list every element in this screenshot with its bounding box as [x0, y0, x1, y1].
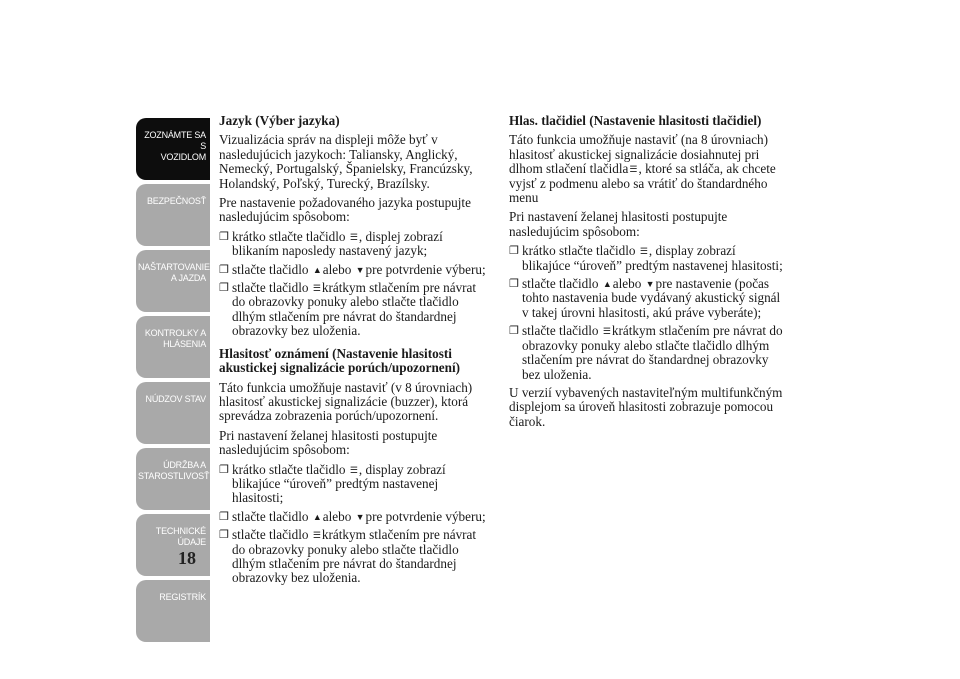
- checkbox-icon: ❐: [509, 325, 519, 338]
- menu-button-icon: ☰: [629, 164, 638, 175]
- list-item: ❐ stlačte tlačidlo ▲alebo ▼pre potvrdenie výberu;: [219, 508, 486, 524]
- list-item: ❐ stlačte tlačidlo ☰krátkym stlačením pre návrat do obrazovky ponuky alebo stlačte tlačidlo dlhým stlačením pre návrat do štandardnej obrazovky bez uloženia.: [219, 527, 477, 586]
- paragraph: Pre nastavenie požadovaného jazyka postupujte nasledujúcim spôsobom:: [219, 195, 471, 225]
- tab-zoznamte-sa[interactable]: ZOZNÁMTE SA S VOZIDLOM: [136, 118, 210, 180]
- right-column: [509, 114, 783, 434]
- checkbox-icon: ❐: [219, 529, 229, 542]
- list-item: ❐ krátko stlačte tlačidlo ☰, display zobrazí blikajúce “úroveň” predtým nastavenej hlasitosti;: [509, 243, 783, 273]
- paragraph: U verzií vybavených nastaviteľným multifunkčným displejom sa úroveň hlasitosti zobrazuje pomocou čiarok.: [509, 384, 783, 429]
- menu-button-icon: ☰: [349, 464, 358, 475]
- tab-kontrolky[interactable]: KONTROLKY A HLÁSENIA: [136, 316, 210, 378]
- list-item: ❐ stlačte tlačidlo ☰krátkym stlačením pre návrat do obrazovky ponuky alebo stlačte tlačidlo dlhým stlačením pre návrat do štandardnej obrazovky bez uloženia.: [509, 323, 783, 382]
- down-button-icon: ▼: [355, 264, 365, 275]
- paragraph: Vizualizácia správ na displeji môže byť v nasledujúcich jazykoch: Taliansky, Anglický, Nemecký, Portugalský, Španielsky, Francúzsky, Holandský, Poľský, Turecký, Brazílsky.: [219, 132, 473, 191]
- checkbox-icon: ❐: [219, 510, 229, 523]
- up-button-icon: ▲: [602, 279, 612, 290]
- section-heading-language: Jazyk (Výber jazyka): [219, 113, 340, 128]
- checkbox-icon: ❐: [219, 282, 229, 295]
- list-item: ❐ krátko stlačte tlačidlo ☰, displej zobrazí blikaním naposledy nastavený jazyk;: [219, 228, 443, 259]
- section-heading-warning-volume: Hlasitosť oznámení (Nastavenie hlasitosti akustickej signalizácie porúch/upozornení): [219, 345, 461, 376]
- left-column: [219, 114, 491, 590]
- chapter-tabs: [136, 118, 210, 646]
- paragraph: Táto funkcia umožňuje nastaviť (v 8 úrovniach) hlasitosť akustickej signalizácie (buzzer), ktorá sprevádza zobrazenia porúch/upozornení.: [219, 379, 473, 424]
- menu-button-icon: ☰: [312, 283, 321, 294]
- paragraph: Pri nastavení želanej hlasitosti postupujte nasledujúcim spôsobom:: [219, 427, 438, 458]
- tab-udrzba[interactable]: ÚDRŽBA A STAROSTLIVOSŤ: [136, 448, 210, 510]
- checkbox-icon: ❐: [219, 263, 229, 276]
- up-button-icon: ▲: [312, 264, 322, 275]
- menu-button-icon: ☰: [312, 530, 321, 541]
- menu-button-icon: ☰: [639, 246, 648, 257]
- tab-nastartovanie[interactable]: NAŠTARTOVANIE A JAZDA: [136, 250, 210, 312]
- paragraph: Pri nastavení želanej hlasitosti postupujte nasledujúcim spôsobom:: [509, 209, 728, 239]
- section-heading-button-volume: Hlas. tlačidiel (Nastavenie hlasitosti tlačidiel): [509, 113, 762, 128]
- page-number: 18: [178, 548, 196, 568]
- menu-button-icon: ☰: [602, 326, 611, 337]
- down-button-icon: ▼: [645, 279, 655, 290]
- down-button-icon: ▼: [355, 511, 365, 522]
- checkbox-icon: ❐: [509, 245, 519, 258]
- checkbox-icon: ❐: [509, 278, 519, 291]
- tab-bezpecnost[interactable]: BEZPEČNOSŤ: [136, 184, 210, 246]
- menu-button-icon: ☰: [349, 231, 358, 242]
- list-item: ❐ stlačte tlačidlo ▲alebo ▼pre potvrdenie výberu;: [219, 261, 486, 277]
- list-item: ❐ stlačte tlačidlo ▲alebo ▼pre nastavenie (počas tohto nastavenia bude vydávaný akustický signál v takej úrovni hlasitosti, akú práve vyberáte);: [509, 276, 781, 320]
- paragraph: Táto funkcia umožňuje nastaviť (na 8 úrovniach) hlasitosť akustickej signalizácie dosiahnutej pri dlhom stlačení tlačidla☰, ktoré sa stláča, ak chcete vyjsť z podmenu alebo sa vrátiť do štandardného menu: [509, 132, 776, 206]
- checkbox-icon: ❐: [219, 230, 229, 243]
- list-item: ❐ stlačte tlačidlo ☰krátkym stlačením pre návrat do obrazovky ponuky alebo stlačte tlačidlo dlhým stlačením pre návrat do štandardnej obrazovky bez uloženia.: [219, 280, 477, 339]
- up-button-icon: ▲: [312, 511, 322, 522]
- tab-nudzovy-stav[interactable]: NÚDZOV STAV: [136, 382, 210, 444]
- checkbox-icon: ❐: [219, 463, 229, 476]
- list-item: ❐ krátko stlačte tlačidlo ☰, display zobrazí blikajúce “úroveň” predtým nastavenej hlasitosti;: [219, 461, 446, 506]
- tab-technicke-udaje[interactable]: TECHNICKÉ ÚDAJE: [136, 514, 210, 576]
- tab-registrik[interactable]: REGISTRÍK: [136, 580, 210, 642]
